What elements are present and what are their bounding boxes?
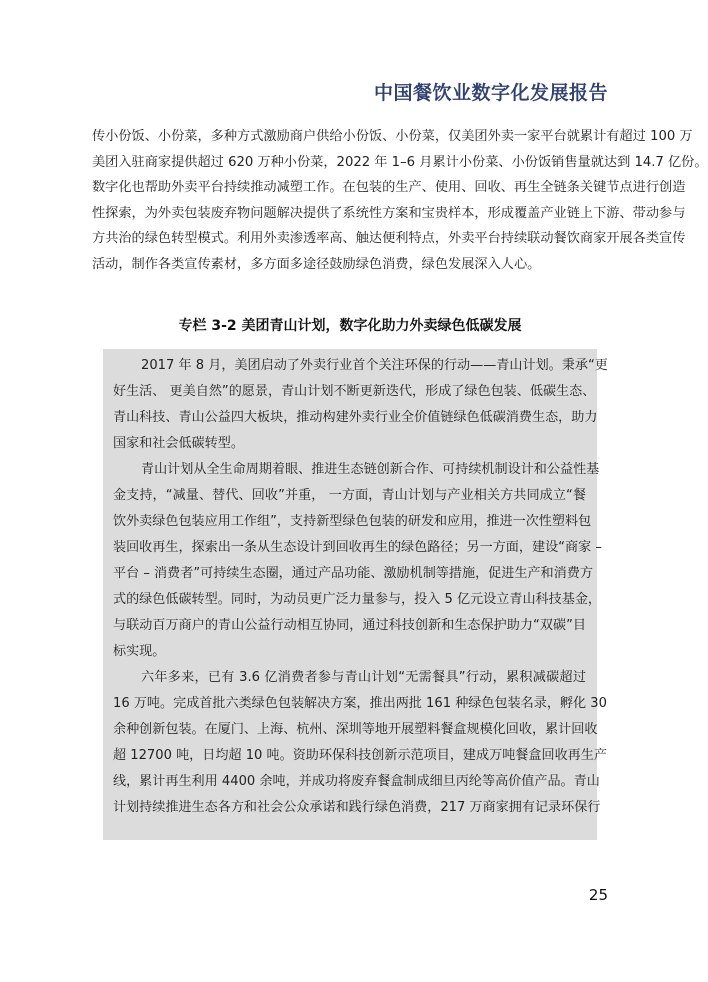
text-line: 传小份饭、小份菜，多种方式激励商户供给小份饭、小份菜，仅美团外卖一家平台就累计有超过 100 万 <box>92 129 693 144</box>
text-line: 活动，制作各类宣传素材，多方面多途径鼓励绿色消费，绿色发展深入人心。 <box>92 256 541 272</box>
text-line: 青山科技、青山公益四大板块，推动构建外卖行业全价值链绿色低碳消费生态，助力 <box>113 410 598 425</box>
text-line: 平台 – 消费者”可持续生态圈，通过产品功能、激励机制等措施，促进生产和消费方 <box>113 566 593 581</box>
page-number: 25 <box>588 886 608 904</box>
text-line: 16 万吨。完成首批六类绿色包装解决方案，推出两批 161 种绿色包装名录，孵化 30 <box>113 696 607 711</box>
text-line: 性探索，为外卖包装废弃物问题解决提供了系统性方案和宝贵样本，形成覆盖产业链上下游、带动参与 <box>92 205 686 221</box>
text-line: 数字化也帮助外卖平台持续推动减塑工作。在包装的生产、使用、回收、再生全链条关键节点进行创造 <box>92 180 686 196</box>
text-line: 标实现。 <box>113 644 166 659</box>
text-line: 线，累计再生利用 4400 余吨，并成功将废弃餐盒制成细旦丙纶等高价值产品。青山 <box>113 774 600 789</box>
text-line: 好生活、 更美自然”的愿景，青山计划不断更新迭代，形成了绿色包装、低碳生态、 <box>113 384 596 399</box>
text-line: 计划持续推进生态各方和社会公众承诺和践行绿色消费，217 万商家拥有记录环保行 <box>113 800 601 815</box>
text-line: 与联动百万商户的青山公益行动相互协同，通过科技创新和生态保护助力“双碳”目 <box>113 618 586 633</box>
column-box <box>103 349 608 840</box>
report-title: 中国餐饮业数字化发展报告 <box>373 82 608 104</box>
text-line: 六年多来，已有 3.6 亿消费者参与青山计划“无需餐具”行动，累积减碳超过 <box>141 670 586 685</box>
text-line: 国家和社会低碳转型。 <box>113 436 244 451</box>
intro-paragraph <box>92 124 708 278</box>
text-line: 金支持，“减量、替代、回收”并重， 一方面，青山计划与产业相关方共同成立“餐 <box>113 488 586 503</box>
text-line: 超 12700 吨，日均超 10 吨。资助环保科技创新示范项目，建成万吨餐盒回收再生产 <box>113 748 607 763</box>
text-line: 2017 年 8 月，美团启动了外卖行业首个关注环保的行动——青山计划。秉承“更 <box>141 358 608 373</box>
text-line: 装回收再生，探索出一条从生态设计到回收再生的绿色路径；另一方面，建设“商家 – <box>113 540 602 555</box>
text-line: 饮外卖绿色包装应用工作组”，支持新型绿色包装的研发和应用，推进一次性塑料包 <box>113 514 592 529</box>
text-line: 余种创新包装。在厦门、上海、杭州、深圳等地开展塑料餐盒规模化回收，累计回收 <box>113 722 598 737</box>
text-line: 青山计划从全生命周期着眼、推进生态链创新合作、可持续机制设计和公益性基 <box>141 462 600 477</box>
text-line: 式的绿色低碳转型。同时，为动员更广泛力量参与，投入 5 亿元设立青山科技基金， <box>113 592 602 607</box>
text-line: 方共治的绿色转型模式。利用外卖渗透率高、触达便利特点，外卖平台持续联动餐饮商家开展各类宣传 <box>92 231 686 247</box>
column-title: 专栏 3-2 美团青山计划，数字化助力外卖绿色低碳发展 <box>178 318 522 334</box>
text-line: 美团入驻商家提供超过 620 万种小份菜，2022 年 1–6 月累计小份菜、小份饭销售量就达到 14.7 亿份。 <box>92 154 708 170</box>
